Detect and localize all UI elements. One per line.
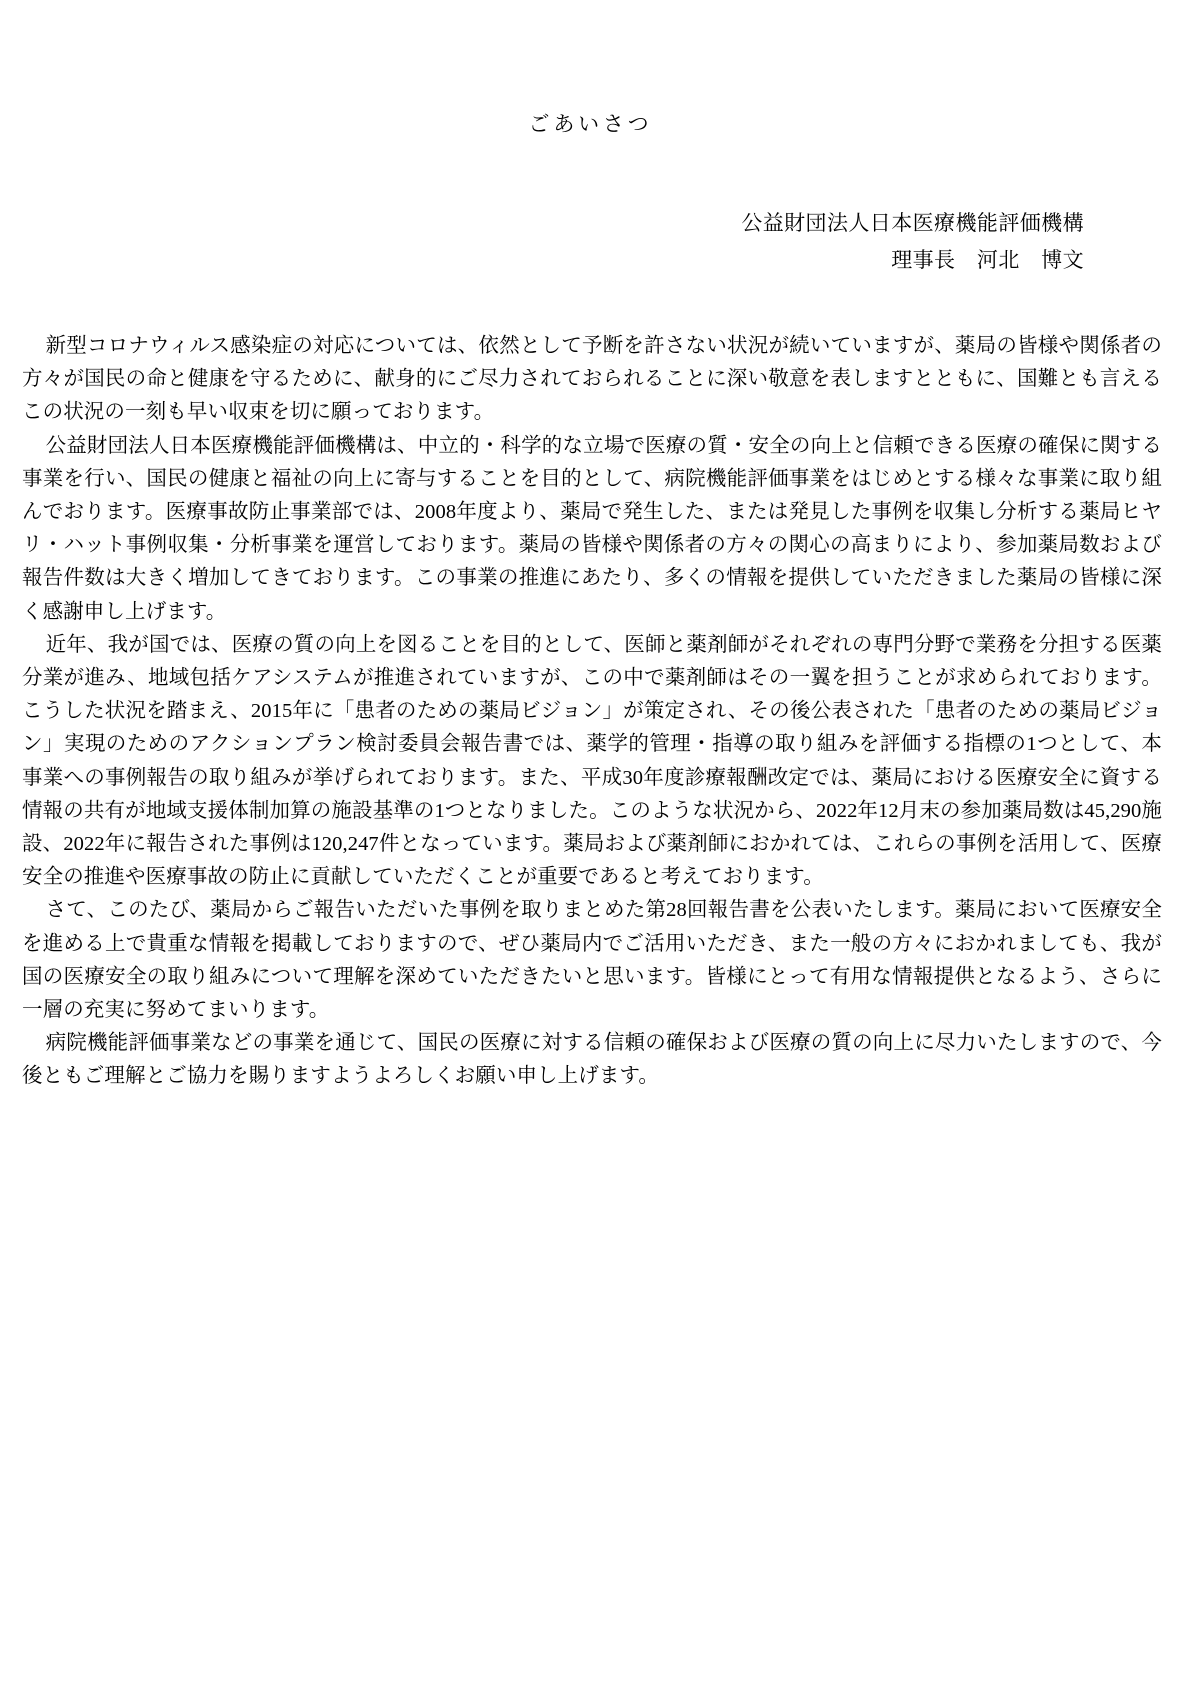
paragraph-2: 公益財団法人日本医療機能評価機構は、中立的・科学的な立場で医療の質・安全の向上と信頼できる医療の確保に関する事業を行い、国民の健康と福祉の向上に寄与することを目的として、病院機能評価事業をはじめとする様々な事業に取り組んでおります。医療事故防止事業部では、2008年度より、薬局で発生した、または発見した事例を収集し分析する薬局ヒヤリ・ハット事例収集・分析事業を運営しております。薬局の皆様や関係者の方々の関心の高まりにより、参加薬局数および報告件数は大きく増加してきております。この事業の推進にあたり、多くの情報を提供していただきました薬局の皆様に深く感謝申し上げます。 [22, 434, 1163, 623]
page-title: ごあいさつ [528, 112, 653, 136]
paragraph-1: 新型コロナウィルス感染症の対応については、依然として予断を許さない状況が続いていますが、薬局の皆様や関係者の方々が国民の命と健康を守るために、献身的にご尽力されておられることに深い敬意を表しますとともに、国難とも言えるこの状況の一刻も早い収束を切に願っております。 [22, 335, 1162, 424]
paragraph-4: さて、このたび、薬局からご報告いただいた事例を取りまとめた第28回報告書を公表いたします。薬局において医療安全を進める上で貴重な情報を掲載しておりますので、ぜひ薬局内でご活用いただき、また一般の方々におかれましても、我が国の医療安全の取り組みについて理解を深めていただきたいと思います。皆様にとって有用な情報提供となるよう、さらに一層の充実に努めてまいります。 [22, 899, 1162, 1022]
signature-organization: 公益財団法人日本医療機能評価機構 [741, 211, 1084, 235]
paragraph-5: 病院機能評価事業などの事業を通じて、国民の医療に対する信頼の確保および医療の質の向上に尽力いたしますので、今後ともご理解とご協力を賜りますようよろしくお願い申し上げます。 [22, 1032, 1162, 1088]
signature-block [741, 205, 1084, 279]
signature-role-name: 理事長 河北 博文 [891, 247, 1084, 272]
body-text [22, 330, 1162, 1094]
paragraph-3: 近年、我が国では、医療の質の向上を図ることを目的として、医師と薬剤師がそれぞれの専門分野で業務を分担する医薬分業が進み、地域包括ケアシステムが推進されていますが、この中で薬剤師はその一翼を担うことが求められております。こうした状況を踏まえ、2015年に「患者のための薬局ビジョン」が策定され、その後公表された「患者のための薬局ビジョン」実現のためのアクションプラン検討委員会報告書では、薬学的管理・指導の取り組みを評価する指標の1つとして、本事業への事例報告の取り組みが挙げられております。また、平成30年度診療報酬改定では、薬局における医療安全に資する情報の共有が地域支援体制加算の施設基準の1つとなりました。このような状況から、2022年12月末の参加薬局数は45,290施設、2022年に報告された事例は120,247件となっています。薬局および薬剤師におかれては、これらの事例を活用して、医療安全の推進や医療事故の防止に貢献していただくことが重要であると考えております。 [22, 633, 1162, 889]
